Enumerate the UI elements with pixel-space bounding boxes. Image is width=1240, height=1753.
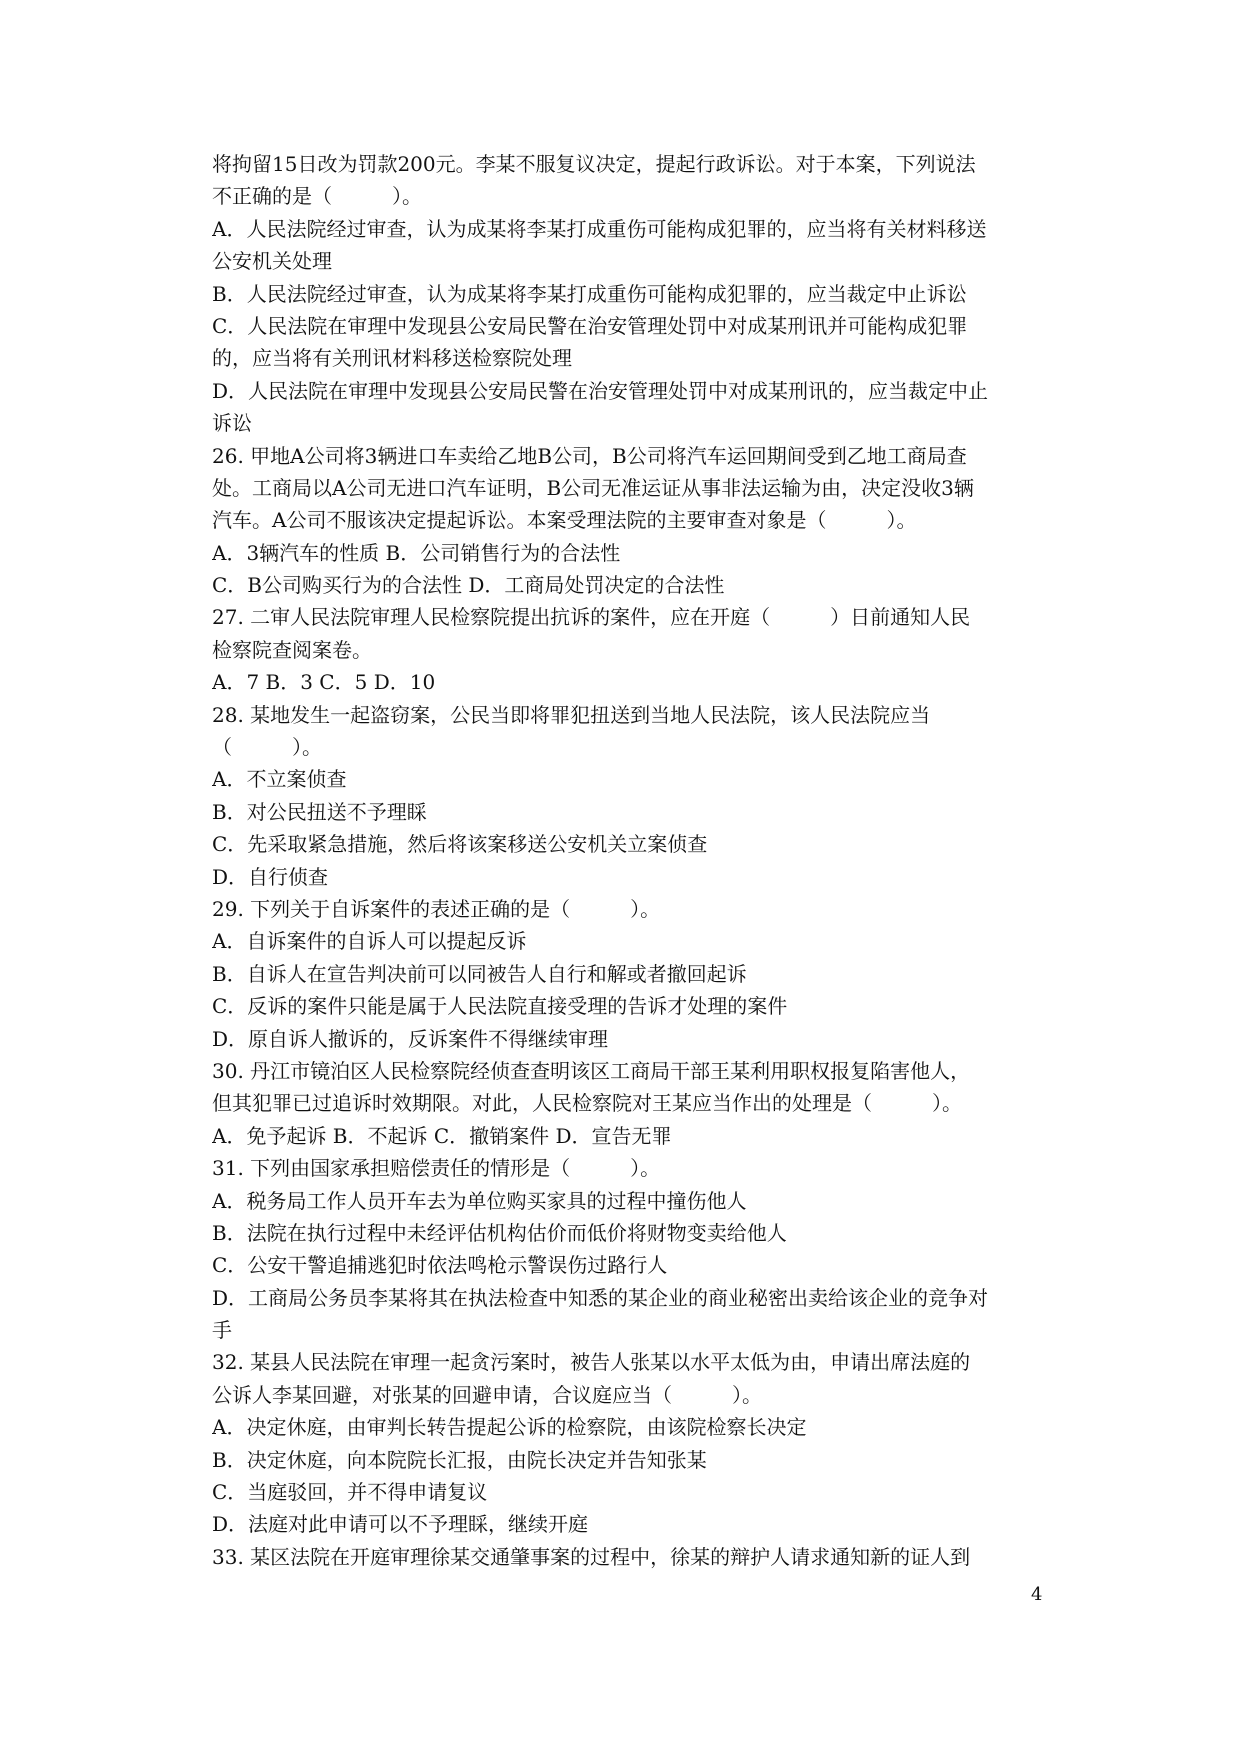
text-line: 检察院查阅案卷。 [212, 637, 372, 662]
text-line: 31. 下列由国家承担赔偿责任的情形是（ ）。 [212, 1156, 661, 1181]
text-line: 公安机关处理 [212, 249, 332, 274]
text-line: 30. 丹江市镜泊区人民检察院经侦查查明该区工商局干部王某利用职权报复陷害他人， [212, 1058, 971, 1083]
text-line: A．自诉案件的自诉人可以提起反诉 [212, 929, 527, 954]
text-line: 不正确的是（ ）。 [212, 184, 422, 209]
text-line: D．自行侦查 [212, 864, 329, 889]
document-body [212, 148, 1050, 1573]
text-line: C．反诉的案件只能是属于人民法院直接受理的告诉才处理的案件 [212, 994, 788, 1019]
text-line: 27. 二审人民法院审理人民检察院提出抗诉的案件，应在开庭（ ）日前通知人民 [212, 605, 971, 630]
text-line: B．人民法院经过审查，认为成某将李某打成重伤可能构成犯罪的，应当裁定中止诉讼 [212, 281, 967, 306]
text-line: 诉讼 [212, 411, 252, 436]
text-line: 汽车。A公司不服该决定提起诉讼。本案受理法院的主要审查对象是（ ）。 [212, 508, 917, 533]
text-line: D．原自诉人撤诉的，反诉案件不得继续审理 [212, 1026, 609, 1051]
text-line: B．决定休庭，向本院院长汇报，由院长决定并告知张某 [212, 1447, 707, 1472]
text-line: C．公安干警追捕逃犯时依法鸣枪示警误伤过路行人 [212, 1253, 668, 1278]
text-line: 29. 下列关于自诉案件的表述正确的是（ ）。 [212, 896, 661, 921]
text-line: A．不立案侦查 [212, 767, 347, 792]
text-line: B．自诉人在宣告判决前可以同被告人自行和解或者撤回起诉 [212, 961, 747, 986]
text-line: D．工商局公务员李某将其在执法检查中知悉的某企业的商业秘密出卖给该企业的竞争对 [212, 1285, 989, 1310]
text-line: D．法庭对此申请可以不予理睬，继续开庭 [212, 1512, 589, 1537]
text-line: 处。工商局以A公司无进口汽车证明，B公司无准运证从事非法运输为由，决定没收3辆 [212, 475, 974, 500]
text-line: 公诉人李某回避，对张某的回避申请，合议庭应当（ ）。 [212, 1382, 762, 1407]
text-line: 手 [212, 1318, 232, 1343]
text-line: 32. 某县人民法院在审理一起贪污案时，被告人张某以水平太低为由，申请出席法庭的 [212, 1350, 971, 1375]
text-line: 的，应当将有关刑讯材料移送检察院处理 [212, 346, 572, 371]
text-line: 但其犯罪已过追诉时效期限。对此，人民检察院对王某应当作出的处理是（ ）。 [212, 1091, 962, 1116]
text-line: A．免予起诉 B．不起诉 C．撤销案件 D．宣告无罪 [212, 1123, 672, 1148]
page-number: 4 [1031, 1584, 1043, 1605]
text-line: B．对公民扭送不予理睬 [212, 799, 427, 824]
text-line: A．决定休庭，由审判长转告提起公诉的检察院，由该院检察长决定 [212, 1415, 807, 1440]
text-line: B．法院在执行过程中未经评估机构估价而低价将财物变卖给他人 [212, 1220, 787, 1245]
text-line: 28. 某地发生一起盗窃案，公民当即将罪犯扭送到当地人民法院，该人民法院应当 [212, 702, 931, 727]
text-line: A．7 B．3 C．5 D．10 [212, 670, 436, 695]
text-line: D．人民法院在审理中发现县公安局民警在治安管理处罚中对成某刑讯的，应当裁定中止 [212, 378, 989, 403]
text-line: A．3辆汽车的性质 B．公司销售行为的合法性 [212, 540, 621, 565]
text-line: C．B公司购买行为的合法性 D．工商局处罚决定的合法性 [212, 573, 725, 598]
text-line: 33. 某区法院在开庭审理徐某交通肇事案的过程中，徐某的辩护人请求通知新的证人到 [212, 1544, 971, 1569]
text-line: A．税务局工作人员开车去为单位购买家具的过程中撞伤他人 [212, 1188, 747, 1213]
text-line: A．人民法院经过审查，认为成某将李某打成重伤可能构成犯罪的，应当将有关材料移送 [212, 216, 987, 241]
text-line: C．当庭驳回，并不得申请复议 [212, 1480, 488, 1505]
text-line: （ ）。 [212, 735, 322, 760]
text-line: 26. 甲地A公司将3辆进口车卖给乙地B公司，B公司将汽车运回期间受到乙地工商局查 [212, 443, 967, 468]
text-line: 将拘留15日改为罚款200元。李某不服复议决定，提起行政诉讼。对于本案，下列说法 [212, 152, 976, 176]
text-line: C．人民法院在审理中发现县公安局民警在治安管理处罚中对成某刑讯并可能构成犯罪 [212, 313, 968, 338]
text-line: C．先采取紧急措施，然后将该案移送公安机关立案侦查 [212, 832, 708, 857]
